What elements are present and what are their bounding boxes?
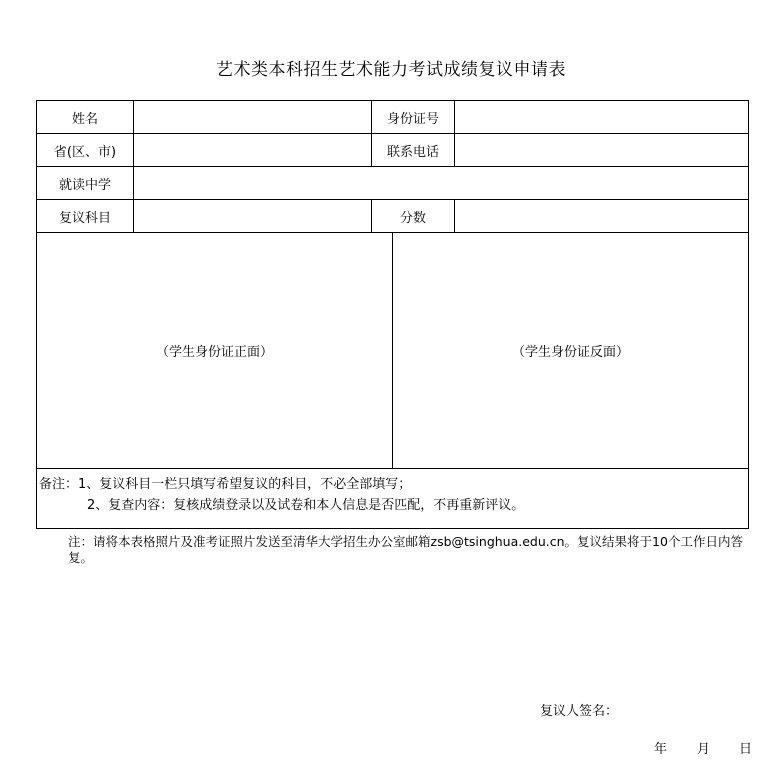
date-day-label: 日	[739, 742, 753, 757]
form-title: 艺术类本科招生艺术能力考试成绩复议申请表	[216, 60, 566, 80]
school-field[interactable]	[134, 167, 748, 199]
province-label: 省(区、市)	[53, 144, 117, 160]
submission-note: 注：请将本表格照片及准考证照片发送至清华大学招生办公室邮箱zsb@tsinghua.edu.cn。复议结果将于10个工作日内答复。	[68, 534, 743, 565]
row-divider	[37, 468, 748, 469]
score-label: 分数	[399, 210, 426, 226]
school-label: 就读中学	[58, 177, 111, 193]
province-field[interactable]	[134, 134, 371, 166]
signature-label: 复议人签名：	[540, 704, 619, 719]
remark-line-2: 2、复查内容：复核成绩登录以及试卷和本人信息是否匹配，不再重新评议。	[87, 498, 525, 513]
score-field[interactable]	[455, 200, 748, 232]
name-field[interactable]	[134, 101, 371, 133]
name-label: 姓名	[71, 111, 98, 127]
id-number-field[interactable]	[455, 101, 748, 133]
phone-label: 联系电话	[386, 144, 439, 160]
application-form	[36, 100, 749, 529]
phone-field[interactable]	[455, 134, 748, 166]
id-number-label: 身份证号	[386, 111, 439, 127]
date-year-label: 年	[654, 742, 668, 757]
subject-field[interactable]	[134, 200, 371, 232]
remark-line-1: 备注：1、复议科目一栏只填写希望复议的科目，不必全部填写；	[39, 477, 412, 492]
date-month-label: 月	[697, 742, 711, 757]
id-card-back-area[interactable]: （学生身份证反面）	[511, 345, 629, 360]
subject-label: 复议科目	[58, 210, 111, 226]
id-card-front-area[interactable]: （学生身份证正面）	[155, 345, 273, 360]
